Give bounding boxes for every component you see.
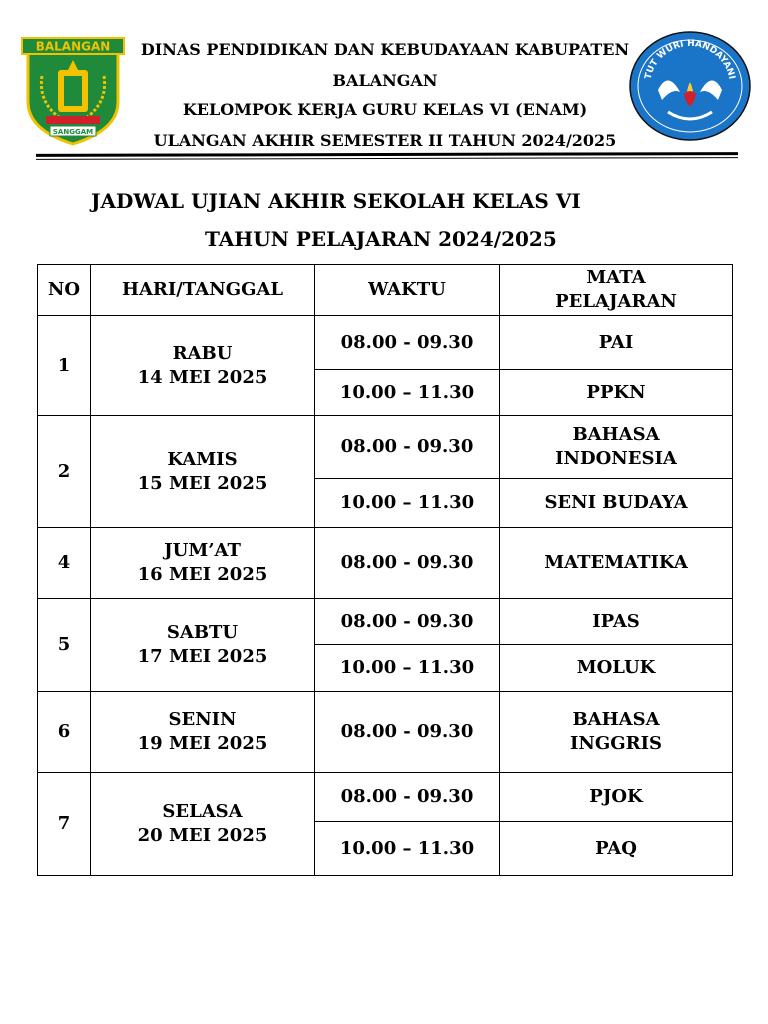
letterhead-line-3: KELOMPOK KERJA GURU KELAS VI (ENAM)	[182, 100, 588, 119]
row-number: 1	[38, 316, 91, 416]
table-row	[38, 416, 733, 479]
day-name: SABTU	[166, 622, 239, 643]
svg-text:SANGGAM: SANGGAM	[52, 128, 94, 136]
svg-text:BALANGAN: BALANGAN	[35, 39, 111, 54]
letterhead	[0, 0, 768, 165]
day-name: KAMIS	[167, 448, 238, 470]
exam-date: 17 MEI 2025	[137, 646, 268, 667]
time-cell: 10.00 – 11.30	[315, 822, 500, 876]
row-number: 4	[38, 528, 91, 599]
subject-cell: PJOK	[500, 773, 733, 822]
subject-cell: IPAS	[500, 599, 733, 645]
day-date-cell	[91, 416, 315, 528]
row-number: 6	[38, 692, 91, 773]
subject-line: INGGRIS	[570, 733, 662, 754]
day-name: RABU	[172, 342, 233, 364]
day-date-cell	[91, 773, 315, 876]
table-row	[38, 773, 733, 822]
time-cell: 08.00 - 09.30	[315, 416, 500, 479]
row-number: 5	[38, 599, 91, 692]
letterhead-line-2: BALANGAN	[332, 71, 438, 90]
header-subject-line-1: MATA	[586, 267, 646, 288]
day-name: SELASA	[162, 801, 243, 822]
header-subject-line-2: PELAJARAN	[555, 291, 677, 312]
subject-cell: MOLUK	[500, 645, 733, 692]
time-cell: 08.00 - 09.30	[315, 692, 500, 773]
day-date-cell	[91, 599, 315, 692]
letterhead-line-1: DINAS PENDIDIKAN DAN KEBUDAYAAN KABUPATEN	[140, 40, 630, 59]
day-date-cell	[91, 528, 315, 599]
time-cell: 10.00 – 11.30	[315, 645, 500, 692]
header-day-date: HARI/TANGGAL	[91, 265, 315, 316]
balangan-crest-logo	[20, 36, 126, 146]
time-cell: 10.00 – 11.30	[315, 370, 500, 416]
exam-date: 15 MEI 2025	[137, 472, 268, 494]
table-header-row	[38, 265, 733, 316]
header-time: WAKTU	[315, 265, 500, 316]
subject-cell: PAI	[500, 316, 733, 370]
schedule-subtitle: TAHUN PELAJARAN 2024/2025	[205, 227, 557, 251]
day-date-cell	[91, 316, 315, 416]
table-row	[38, 599, 733, 645]
day-name: SENIN	[168, 709, 237, 730]
subject-cell: PAQ	[500, 822, 733, 876]
subject-line: BAHASA	[572, 424, 660, 445]
header-no: NO	[38, 265, 91, 316]
exam-date: 19 MEI 2025	[137, 733, 268, 754]
letterhead-rule-thick	[36, 152, 738, 157]
header-subject	[500, 265, 733, 316]
subject-cell	[500, 692, 733, 773]
subject-line: INDONESIA	[555, 448, 677, 469]
exam-date: 20 MEI 2025	[137, 825, 268, 846]
time-cell: 08.00 - 09.30	[315, 773, 500, 822]
row-number: 7	[38, 773, 91, 876]
subject-cell: PPKN	[500, 370, 733, 416]
time-cell: 08.00 - 09.30	[315, 528, 500, 599]
time-cell: 10.00 – 11.30	[315, 479, 500, 528]
table-row	[38, 316, 733, 370]
subject-cell: MATEMATIKA	[500, 528, 733, 599]
subject-line: BAHASA	[572, 709, 660, 730]
exam-date: 16 MEI 2025	[137, 564, 268, 585]
row-number: 2	[38, 416, 91, 528]
time-cell: 08.00 - 09.30	[315, 316, 500, 370]
schedule-title: JADWAL UJIAN AKHIR SEKOLAH KELAS VI	[91, 189, 581, 213]
letterhead-line-4: ULANGAN AKHIR SEMESTER II TAHUN 2024/2025	[153, 131, 617, 150]
tut-wuri-handayani-logo	[628, 30, 752, 142]
svg-text:TUT WURI HANDAYANI: TUT WURI HANDAYANI	[643, 38, 737, 81]
subject-cell	[500, 416, 733, 479]
subject-cell: SENI BUDAYA	[500, 479, 733, 528]
table-row	[38, 692, 733, 773]
exam-schedule-table	[37, 264, 733, 876]
table-row	[38, 528, 733, 599]
letterhead-rule-thin	[36, 157, 738, 160]
exam-date: 14 MEI 2025	[137, 366, 268, 388]
day-date-cell	[91, 692, 315, 773]
day-name: JUM’AT	[164, 540, 241, 561]
time-cell: 08.00 - 09.30	[315, 599, 500, 645]
